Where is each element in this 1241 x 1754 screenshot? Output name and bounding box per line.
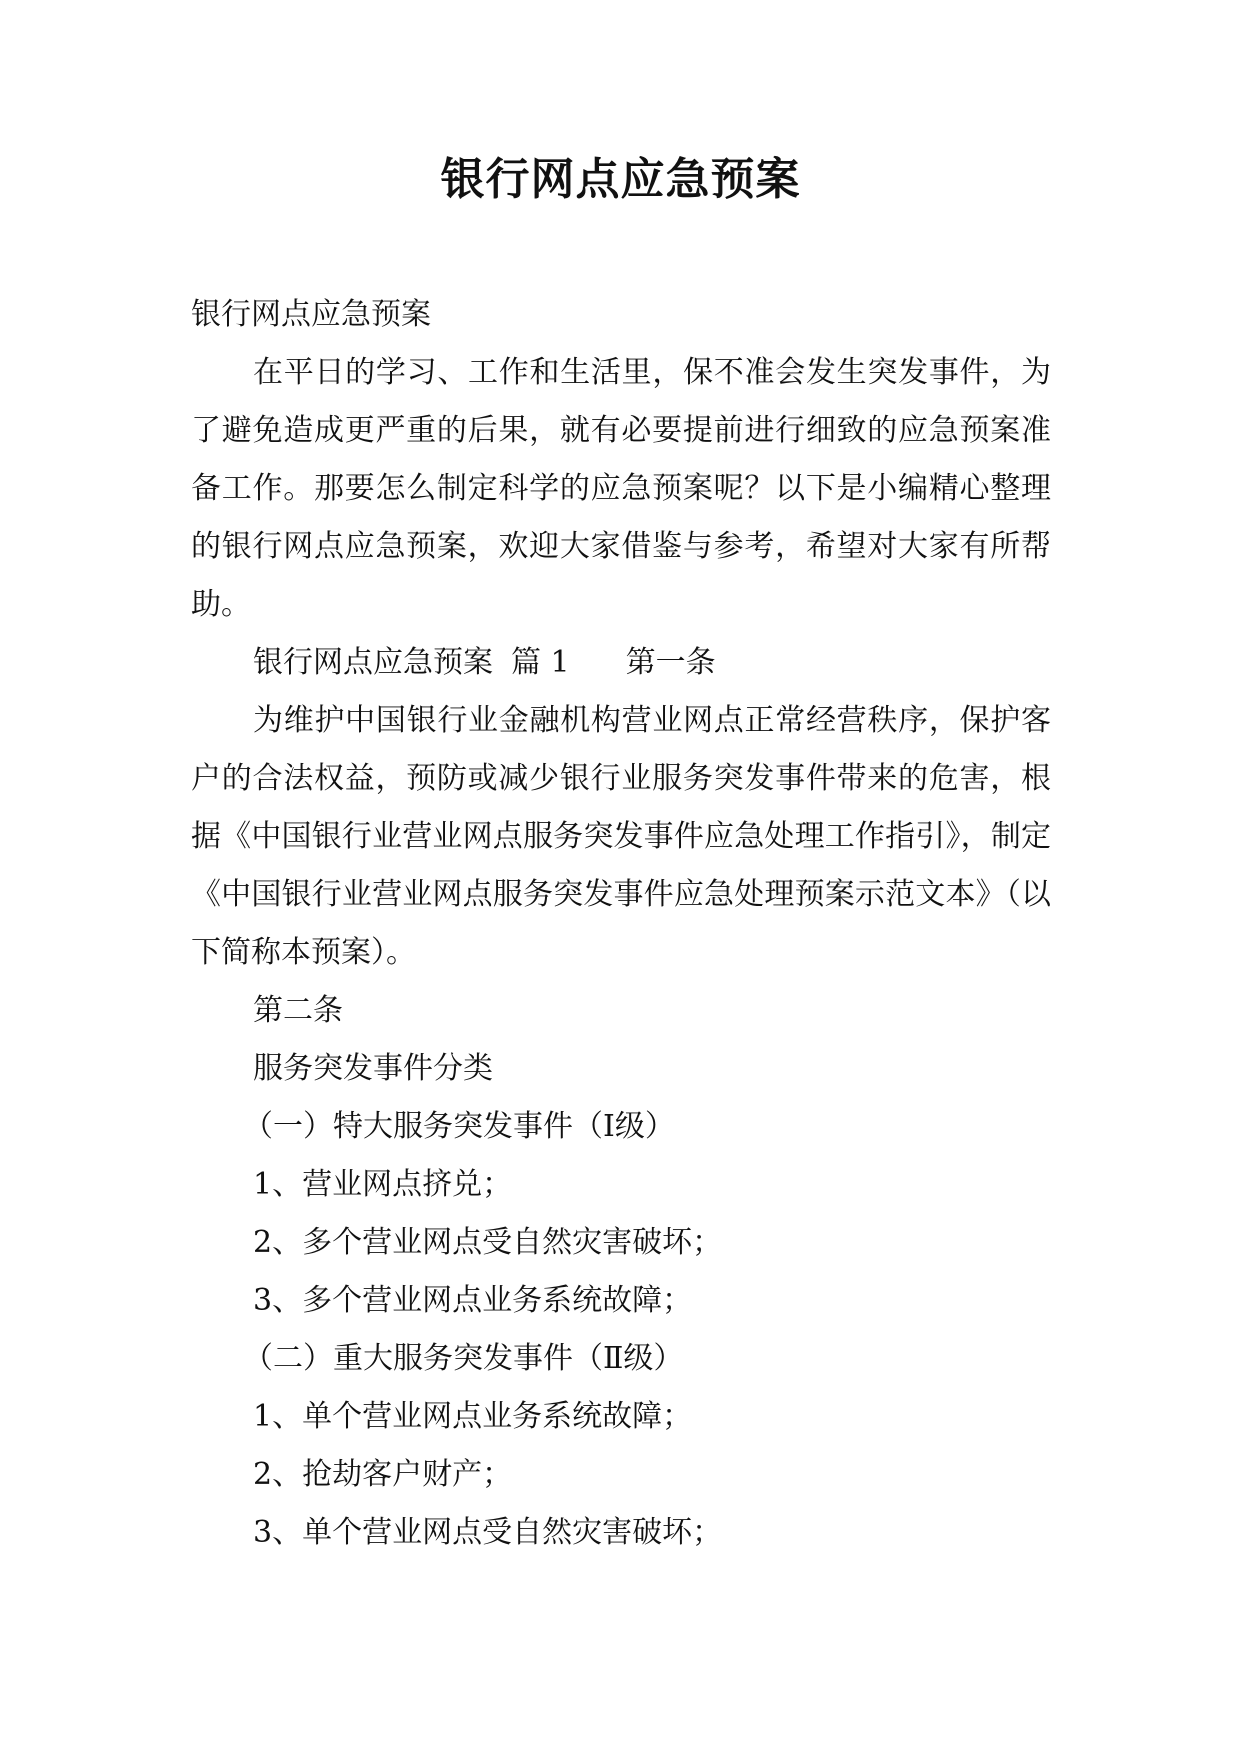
article-1-label: 第一条 — [625, 645, 716, 680]
level-2-item: 1、单个营业网点业务系统故障； — [253, 1399, 693, 1434]
level-1-item: 2、多个营业网点受自然灾害破坏； — [253, 1225, 723, 1260]
document-body — [191, 286, 1051, 1562]
article-2-label: 第二条 — [253, 993, 343, 1028]
section-heading-part: 篇 1 — [511, 645, 570, 680]
level-1-item: 1、营业网点挤兑； — [253, 1167, 513, 1202]
document-subtitle: 银行网点应急预案 — [191, 297, 431, 332]
intro-paragraph: 在平日的学习、工作和生活里，保不准会发生突发事件，为了避免造成更严重的后果，就有必要提前进行细致的应急预案准备工作。那要怎么制定科学的应急预案呢？以下是小编精心整理的银行网点应急预案，欢迎大家借鉴与参考，希望对大家有所帮助。 — [191, 355, 1051, 622]
level-2-item: 3、单个营业网点受自然灾害破坏； — [253, 1515, 723, 1550]
level-2-heading: （二）重大服务突发事件（Ⅱ级） — [243, 1341, 684, 1376]
article-1-text: 为维护中国银行业金融机构营业网点正常经营秩序，保护客户的合法权益，预防或减少银行业服务突发事件带来的危害，根据《中国银行业营业网点服务突发事件应急处理工作指引》，制定《中国银行业营业网点服务突发事件应急处理预案示范文本》（以下简称本预案）。 — [191, 703, 1051, 970]
level-1-heading: （一）特大服务突发事件（Ⅰ级） — [243, 1109, 675, 1144]
document-title: 银行网点应急预案 — [440, 154, 801, 205]
level-2-item: 2、抢劫客户财产； — [253, 1457, 513, 1492]
level-1-item: 3、多个营业网点业务系统故障； — [253, 1283, 693, 1318]
section-heading-name: 银行网点应急预案 — [253, 645, 493, 680]
section-heading — [191, 634, 1051, 692]
classification-heading: 服务突发事件分类 — [253, 1051, 493, 1086]
